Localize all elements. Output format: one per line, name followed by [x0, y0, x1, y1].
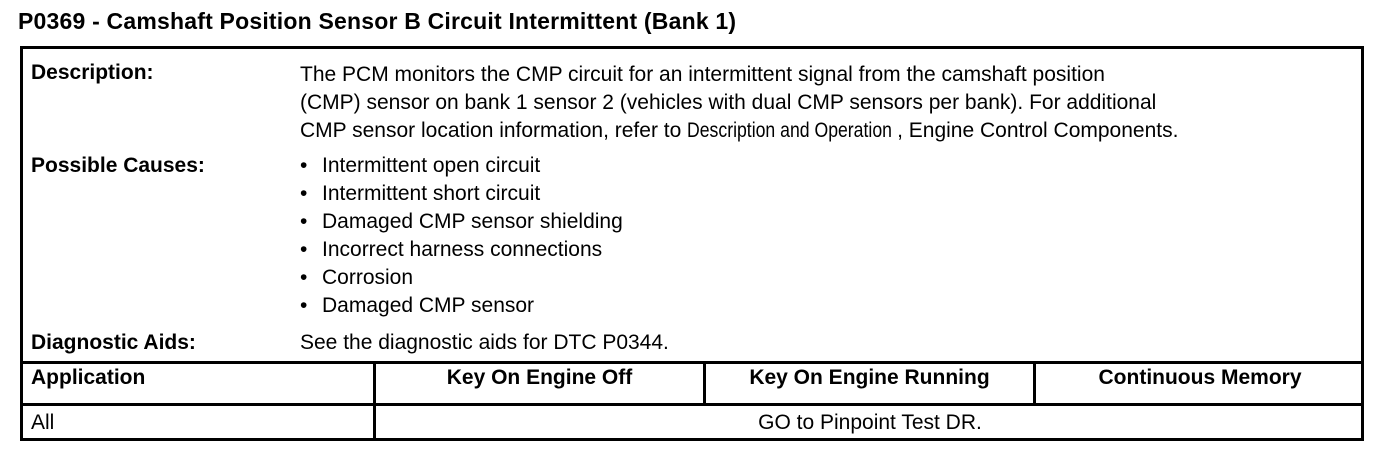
list-item: • Intermittent short circuit	[300, 180, 623, 208]
description-line-1: The PCM monitors the CMP circuit for an intermittent signal from the camshaft position	[300, 63, 1105, 86]
description-line-3-prefix: CMP sensor location information, refer to	[300, 119, 688, 142]
table-cell-action: GO to Pinpoint Test DR.	[758, 411, 982, 434]
description-label: Description:	[31, 61, 154, 84]
description-operation-reference: Description and Operation	[687, 119, 893, 142]
table-header-divider	[23, 403, 1361, 406]
list-item: • Damaged CMP sensor	[300, 292, 623, 320]
list-item: • Intermittent open circuit	[300, 152, 623, 180]
column-header-application: Application	[31, 366, 146, 389]
description-line-3-suffix: , Engine Control Components.	[897, 119, 1179, 142]
diagnostic-aids-text: See the diagnostic aids for DTC P0344.	[300, 331, 669, 354]
table-cell-application: All	[31, 411, 55, 434]
page-title: P0369 - Camshaft Position Sensor B Circuit Intermittent (Bank 1)	[18, 8, 737, 34]
table-top-divider	[23, 361, 1361, 364]
diagnostic-aids-label: Diagnostic Aids:	[31, 331, 196, 354]
column-header-key-on-engine-off: Key On Engine Off	[446, 366, 633, 389]
list-item: • Incorrect harness connections	[300, 236, 623, 264]
list-item: • Damaged CMP sensor shielding	[300, 208, 623, 236]
bullet-icon: •	[300, 238, 308, 261]
bullet-icon: •	[300, 154, 308, 177]
description-line-3	[300, 117, 1360, 145]
possible-causes-list	[300, 152, 623, 320]
description-text	[300, 61, 1360, 145]
bullet-icon: •	[300, 266, 308, 289]
bullet-icon: •	[300, 294, 308, 317]
possible-causes-label: Possible Causes:	[31, 154, 205, 177]
bullet-icon: •	[300, 182, 308, 205]
list-item: • Corrosion	[300, 264, 623, 292]
description-line-2: (CMP) sensor on bank 1 sensor 2 (vehicles with dual CMP sensors per bank). For additional	[300, 91, 1157, 114]
column-header-key-on-engine-running: Key On Engine Running	[749, 366, 990, 389]
bullet-icon: •	[300, 210, 308, 233]
dtc-info-box	[20, 46, 1364, 441]
column-header-continuous-memory: Continuous Memory	[1098, 366, 1302, 389]
